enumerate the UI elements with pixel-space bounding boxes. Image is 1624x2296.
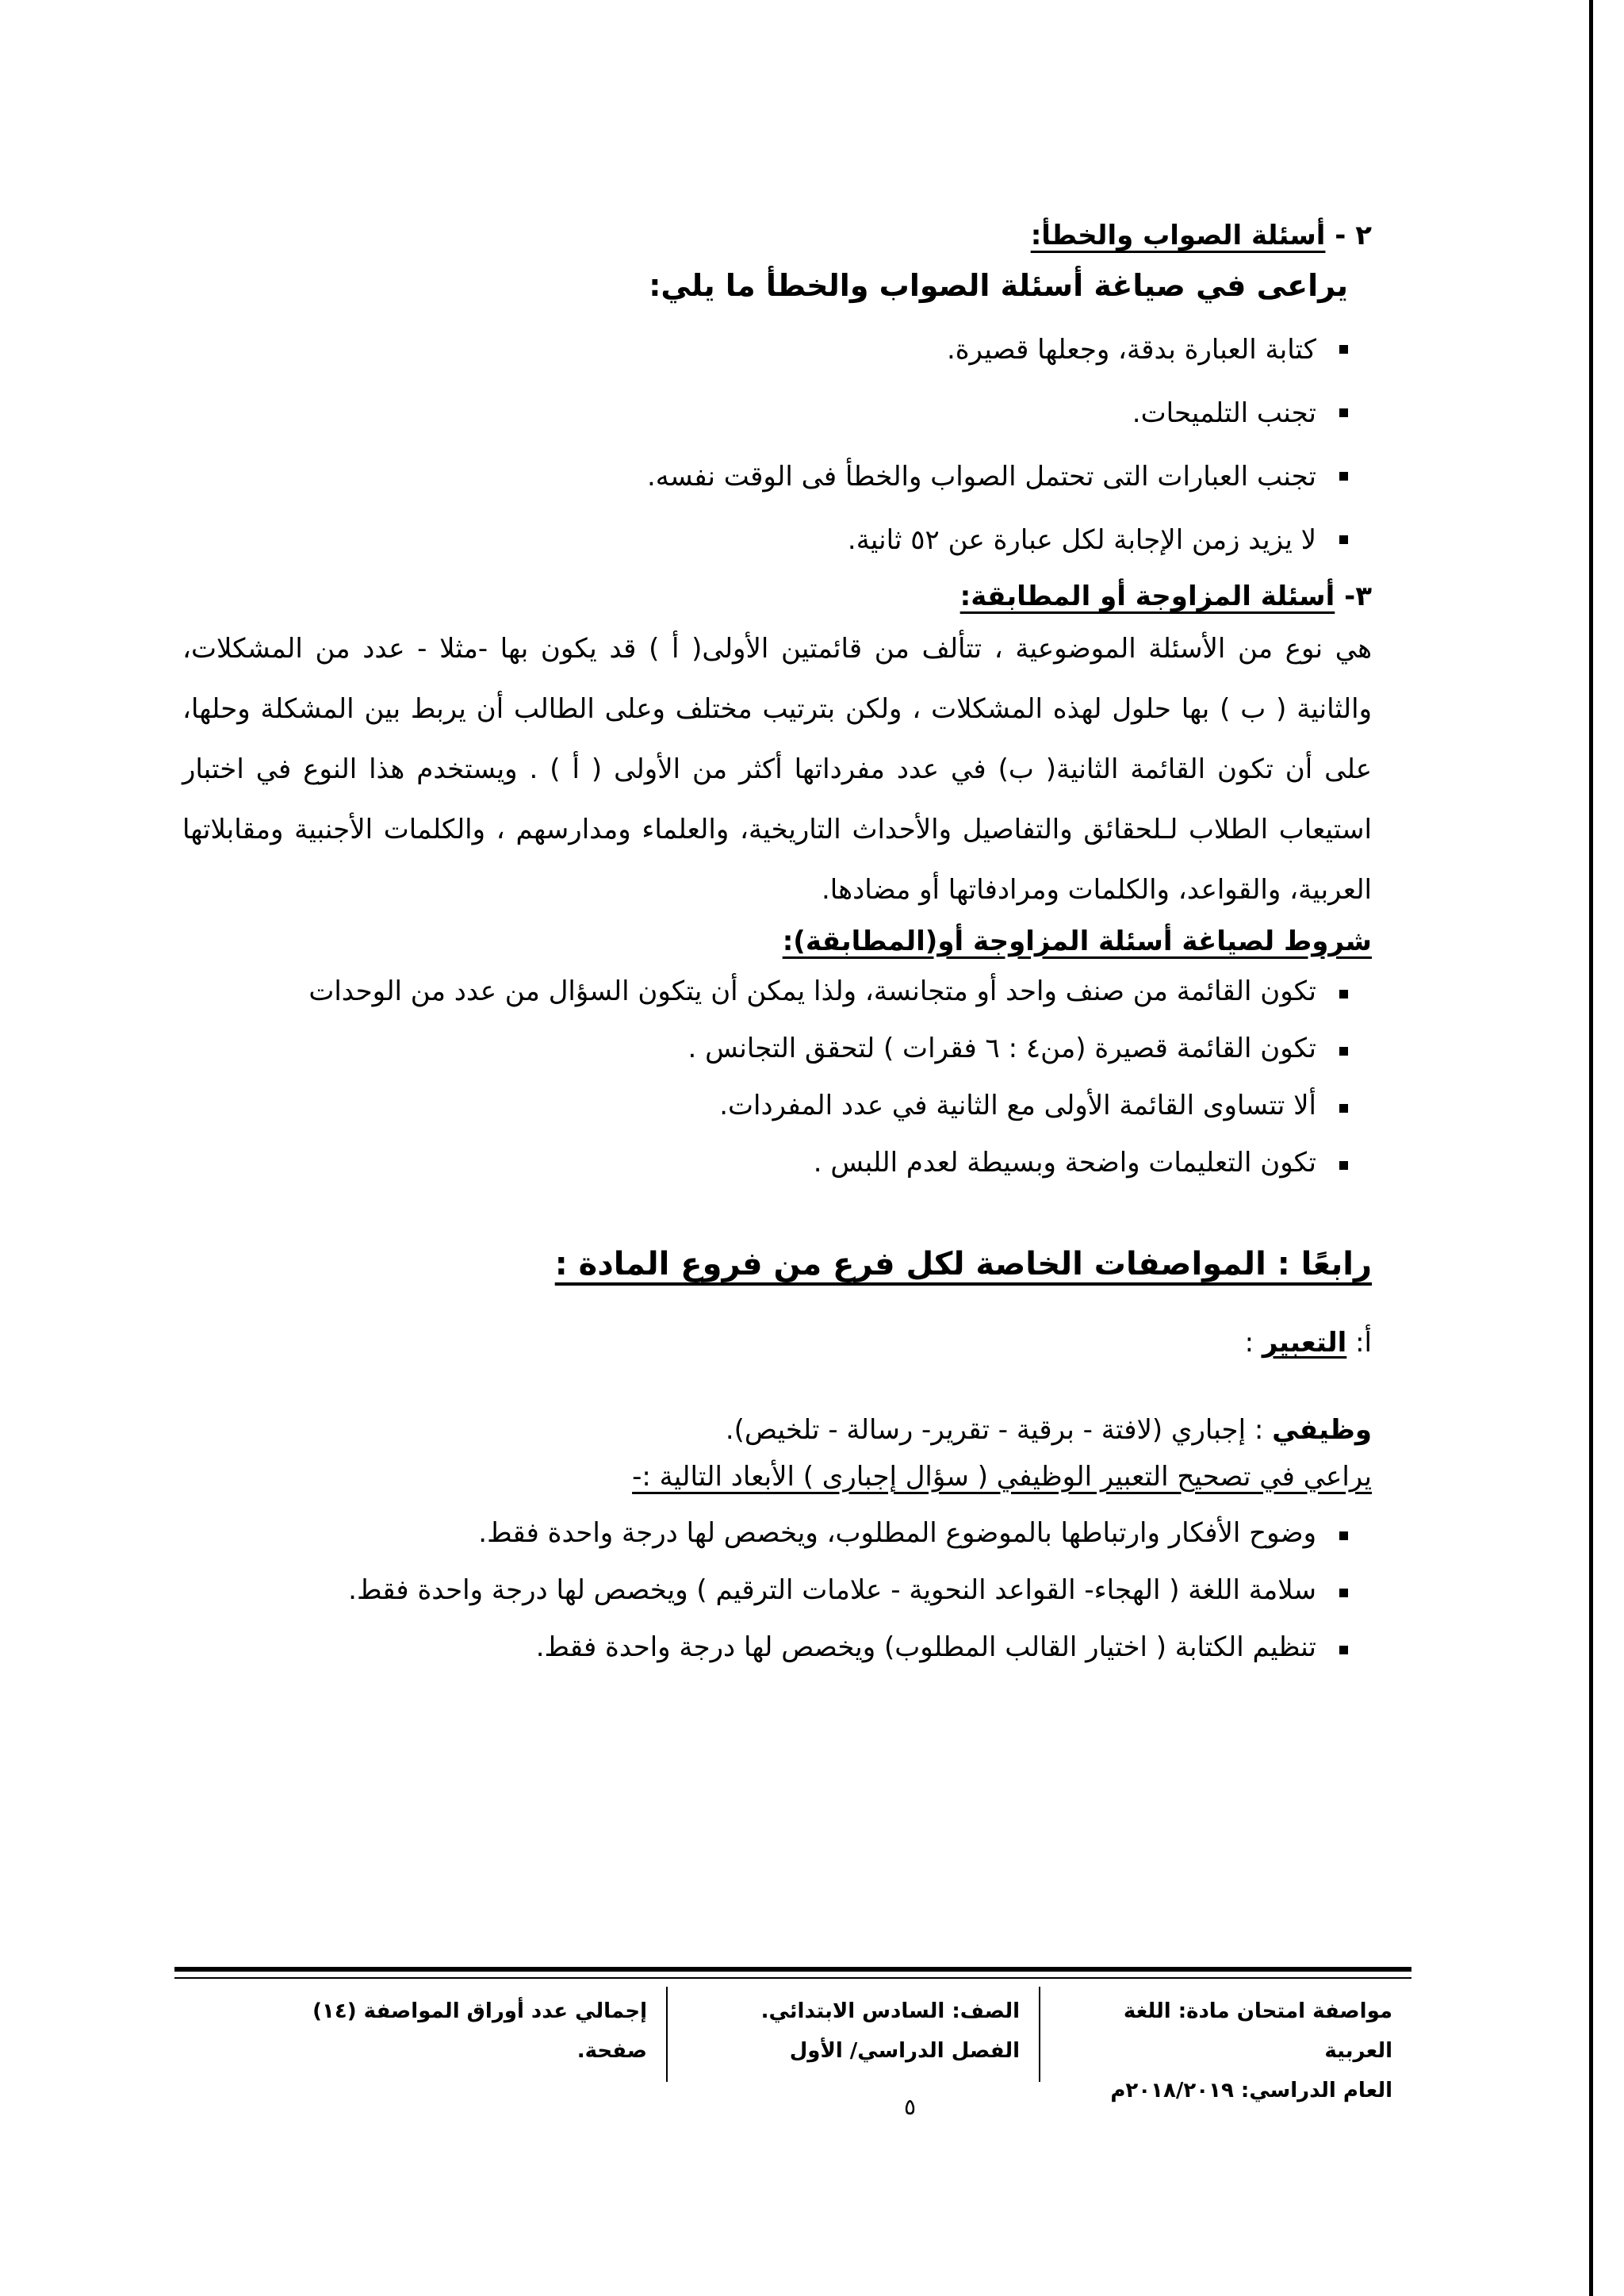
section2-heading-number: ٢ - xyxy=(1325,220,1372,251)
section3 xyxy=(182,575,1372,1191)
footer-exam-info xyxy=(1039,1987,1411,2102)
list-item: تكون القائمة قصيرة (من٤ : ٦ فقرات ) لتحقق التجانس . xyxy=(182,1020,1348,1077)
section4-heading: رابعًا : المواصفات الخاصة لكل فرع من فروع المادة : xyxy=(554,1245,1372,1282)
criteria-list xyxy=(182,1504,1372,1676)
section3-heading-text: أسئلة المزاوجة أو المطابقة: xyxy=(959,581,1335,613)
footer-total-pages: إجمالي عدد أوراق المواصفة (١٤) صفحة. xyxy=(312,1999,647,2063)
list-item: ألا تتساوى القائمة الأولى مع الثانية في عدد المفردات. xyxy=(182,1077,1348,1134)
conditions-list xyxy=(182,963,1372,1191)
list-item: تكون القائمة من صنف واحد أو متجانسة، ولذا يمكن أن يتكون السؤال من عدد من الوحدات xyxy=(182,963,1348,1020)
list-item: تنظيم الكتابة ( اختيار القالب المطلوب) ويخصص لها درجة واحدة فقط. xyxy=(182,1619,1348,1676)
section2-heading-text: أسئلة الصواب والخطأ: xyxy=(1030,220,1326,251)
footer-pages-info xyxy=(262,1987,666,2082)
functional-label: وظيفي xyxy=(1272,1414,1372,1447)
footer-grade: الصف: السادس الابتدائي. xyxy=(760,1999,1020,2023)
list-item: تجنب التلميحات. xyxy=(182,381,1348,445)
conditions-heading: شروط لصياغة أسئلة المزاوجة أو(المطابقة): xyxy=(782,925,1372,957)
subsection-a-prefix: أ: xyxy=(1346,1326,1372,1359)
footer-rule-thin xyxy=(174,1977,1411,1979)
list-item: تكون التعليمات واضحة وبسيطة لعدم اللبس . xyxy=(182,1134,1348,1191)
functional-writing-line xyxy=(182,1409,1372,1451)
functional-text: : إجباري (لافتة - برقية - تقرير- رسالة - تلخيص). xyxy=(725,1414,1273,1447)
footer-grade-info xyxy=(666,1987,1039,2082)
list-item: تجنب العبارات التى تحتمل الصواب والخطأ فى الوقت نفسه. xyxy=(182,445,1348,508)
section2-intro: يراعى في صياغة أسئلة الصواب والخطأ ما يلي: xyxy=(649,268,1348,304)
subsection-a-suffix: : xyxy=(1244,1326,1262,1359)
subsection-a-title: التعبير xyxy=(1262,1326,1347,1359)
section3-paragraph: هي نوع من الأسئلة الموضوعية ، تتألف من قائمتين الأولى( أ ) قد يكون بها -مثلا - عدد من المشكلات، والثانية ( ب ) بها حلول لهذه المشكلات ، ولكن بترتيب مختلف وعلى الطالب أن يربط بين المشكلة وحلها، على أن تكون القائمة الثانية( ب) في عدد مفرداتها أكثر من الأولى ( أ ) . ويستخدم هذا النوع في اختبار استيعاب الطلاب لـلحقائق والتفاصيل والأحداث التاريخية، والعلماء ومدارسهم ، والكلمات الأجنبية ومقابلاتها العربية، والقواعد، والكلمات ومرادفاتها أو مضادها. xyxy=(182,632,1372,906)
subsection-a-heading xyxy=(182,1321,1372,1364)
section3-heading xyxy=(182,575,1372,618)
list-item: وضوح الأفكار وارتباطها بالموضوع المطلوب، ويخصص لها درجة واحدة فقط. xyxy=(182,1504,1348,1562)
section3-heading-number: ٣- xyxy=(1335,581,1372,613)
page-edge-line xyxy=(1589,0,1593,2296)
list-item: لا يزيد زمن الإجابة لكل عبارة عن ٥٢ ثانية. xyxy=(182,508,1348,572)
document-body xyxy=(182,214,1372,1676)
footer-term: الفصل الدراسي/ الأول xyxy=(789,2039,1020,2063)
list-item: كتابة العبارة بدقة، وجعلها قصيرة. xyxy=(182,318,1348,381)
footer-exam-spec: مواصفة امتحان مادة: اللغة العربية xyxy=(1123,1999,1392,2063)
page-footer xyxy=(262,1987,1411,2102)
section2-bullet-list xyxy=(182,318,1372,572)
page-number: ٥ xyxy=(904,2094,917,2120)
criteria-heading: يراعي في تصحيح التعبير الوظيفي ( سؤال إجبارى ) الأبعاد التالية :- xyxy=(632,1460,1372,1493)
section2-heading xyxy=(182,214,1372,257)
footer-rule xyxy=(174,1967,1411,1972)
footer-academic-year: العام الدراسي: ٢٠١٨/٢٠١٩م xyxy=(1110,2079,1392,2102)
list-item: سلامة اللغة ( الهجاء- القواعد النحوية - علامات الترقيم ) ويخصص لها درجة واحدة فقط. xyxy=(182,1562,1348,1619)
